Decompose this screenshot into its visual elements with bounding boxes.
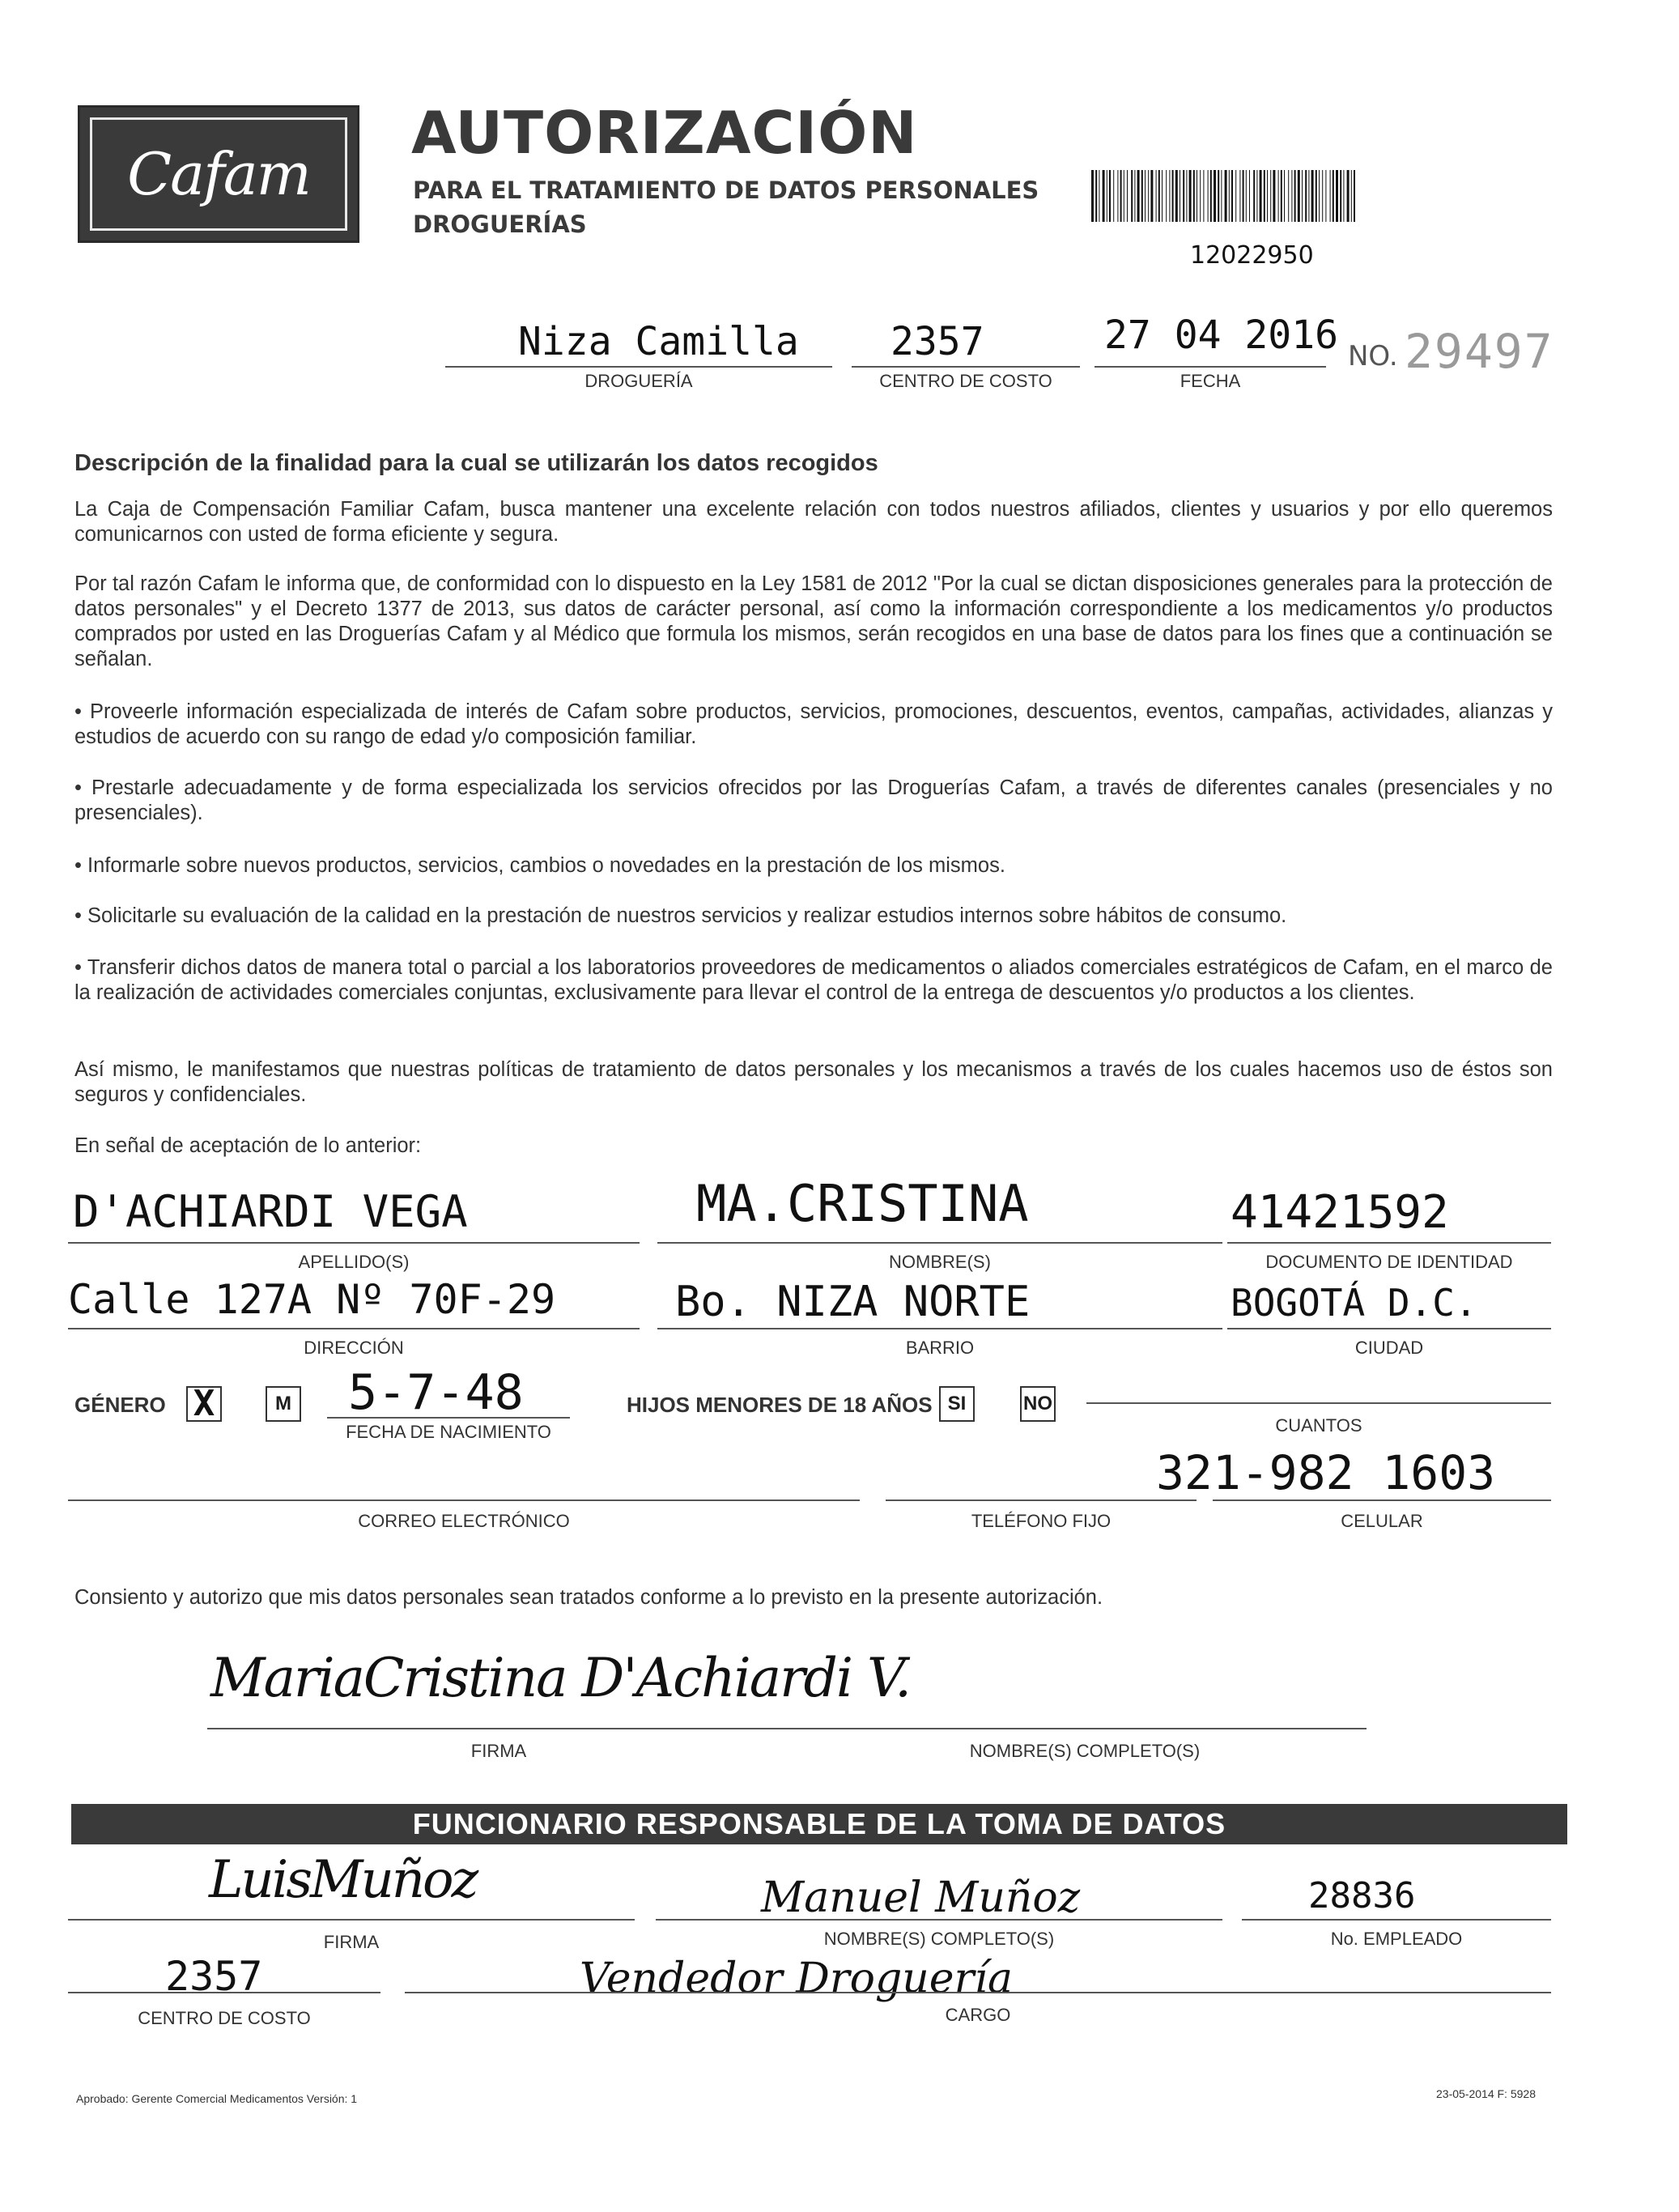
- cargo-label: CARGO: [945, 2005, 1011, 2025]
- official-centro-label: CENTRO DE COSTO: [138, 2008, 311, 2028]
- fecha-value: 27 04 2016: [1104, 313, 1338, 358]
- drogueria-label: DROGUERÍA: [584, 371, 693, 391]
- nacimiento-value: 5-7-48: [348, 1364, 524, 1421]
- barcode-bar: [1186, 170, 1187, 222]
- barcode-bar: [1208, 170, 1209, 222]
- empleado-line: [1242, 1919, 1551, 1921]
- official-firma-label: FIRMA: [323, 1932, 380, 1952]
- barcode-bar: [1347, 170, 1350, 222]
- documento-label: DOCUMENTO DE IDENTIDAD: [1265, 1252, 1513, 1272]
- barcode: [1090, 170, 1358, 222]
- cargo-value: Vendedor Droguería: [580, 1955, 1013, 2003]
- footer-version: 23-05-2014 F: 5928: [1436, 2087, 1536, 2100]
- barcode-bar: [1291, 170, 1292, 222]
- barcode-bar: [1172, 170, 1174, 222]
- barcode-bar: [1189, 170, 1192, 222]
- barcode-bar: [1249, 170, 1250, 222]
- barcode-bar: [1169, 170, 1170, 222]
- barcode-bar: [1336, 170, 1338, 222]
- barcode-bar: [1333, 170, 1334, 222]
- barcode-bar: [1141, 170, 1143, 222]
- barcode-bar: [1343, 170, 1344, 222]
- direccion-label: DIRECCIÓN: [304, 1338, 404, 1358]
- barcode-bar: [1229, 170, 1230, 222]
- barcode-bar: [1148, 170, 1149, 222]
- document-subtitle: PARA EL TRATAMIENTO DE DATOS PERSONALES: [413, 177, 1039, 204]
- form-number-value: 29497: [1405, 324, 1554, 379]
- genero-f-checkbox[interactable]: [186, 1383, 222, 1424]
- barcode-bar: [1221, 170, 1222, 222]
- barcode-bar: [1150, 170, 1153, 222]
- bullet-item: • Proveerle información especializada de interés de Cafam sobre productos, servicios, promociones, descuentos, eventos, campañas, actividades, alianzas y estudios de acuerdo con su rango de edad y/o composición familiar.: [74, 700, 1553, 748]
- nombre-line: [657, 1242, 1222, 1244]
- cafam-logo: [78, 105, 359, 243]
- fecha-line: [1095, 366, 1326, 368]
- barcode-bar: [1103, 170, 1105, 222]
- paragraph-law: Por tal razón Cafam le informa que, de conformidad con lo dispuesto en la Ley 1581 de 2012 "Por la cual se dictan disposiciones generales para la protección de datos personales" y el Decreto 1377 de 2013, sus datos de carácter personal, así como la información correspondiente a los medicamentos y/o productos comprados por usted en las Droguerías Cafam y al Médico que formula los mismos, serán recogidos en una base de datos para los fines que a continuación se señalan.: [74, 572, 1553, 670]
- barcode-bar: [1214, 170, 1216, 222]
- barcode-bar: [1340, 170, 1341, 222]
- barcode-bar: [1131, 170, 1133, 222]
- barcode-bar: [1322, 170, 1323, 222]
- celular-line: [1213, 1499, 1551, 1501]
- genero-m-checkbox[interactable]: M: [266, 1386, 301, 1422]
- hijos-label: HIJOS MENORES DE 18 AÑOS: [627, 1393, 933, 1417]
- centro-costo-value: 2357: [891, 319, 984, 364]
- direccion-value: Calle 127A Nº 70F-29: [68, 1276, 556, 1323]
- barcode-bar: [1200, 170, 1201, 222]
- cargo-line: [405, 1992, 1551, 1993]
- barrio-label: BARRIO: [905, 1338, 975, 1358]
- barrio-value: Bo. NIZA NORTE: [675, 1278, 1031, 1326]
- barcode-bar: [1256, 170, 1257, 222]
- nacimiento-label: FECHA DE NACIMIENTO: [346, 1422, 551, 1442]
- barcode-bar: [1319, 170, 1320, 222]
- footer-approval: Aprobado: Gerente Comercial Medicamentos Versión: 1: [76, 2092, 358, 2105]
- barcode-bar: [1253, 170, 1255, 222]
- celular-value: 321-982 1603: [1156, 1445, 1496, 1500]
- barcode-bar: [1218, 170, 1219, 222]
- empleado-value: 28836: [1308, 1875, 1416, 1916]
- barcode-bar: [1330, 170, 1331, 222]
- drogueria-value: Niza Camilla: [518, 319, 799, 364]
- signature-line: [207, 1728, 1367, 1729]
- official-banner: FUNCIONARIO RESPONSABLE DE LA TOMA DE DATOS: [71, 1804, 1567, 1844]
- barcode-bar: [1284, 170, 1285, 222]
- fecha-label: FECHA: [1180, 371, 1241, 391]
- barcode-bar: [1351, 170, 1352, 222]
- paragraph-intro: La Caja de Compensación Familiar Cafam, busca mantener una excelente relación con todos nuestros afiliados, clientes y usuarios y por ello queremos comunicarnos con usted de forma eficiente y segura.: [74, 498, 1553, 546]
- barcode-bar: [1243, 170, 1244, 222]
- acceptance-text: En señal de aceptación de lo anterior:: [74, 1134, 422, 1157]
- empleado-label: No. EMPLEADO: [1330, 1929, 1463, 1949]
- barcode-bar: [1175, 170, 1178, 222]
- apellidos-line: [68, 1242, 640, 1244]
- ciudad-value: BOGOTÁ D.C.: [1231, 1281, 1477, 1325]
- barcode-bar: [1270, 170, 1271, 222]
- centro-costo-label: CENTRO DE COSTO: [879, 371, 1052, 391]
- barcode-bar: [1145, 170, 1146, 222]
- firma-label: FIRMA: [470, 1741, 527, 1761]
- barcode-bar: [1260, 170, 1262, 222]
- barcode-bar: [1183, 170, 1184, 222]
- hijos-si-checkbox[interactable]: SI: [939, 1386, 975, 1422]
- official-nombre-value: Manuel Muñoz: [761, 1874, 1081, 1922]
- bullet-item: • Transferir dichos datos de manera total o parcial a los laboratorios proveedores de medicamentos o aliados comerciales estratégicos de Cafam, en el marco de la realización de actividades comerciales conjuntas, exclusivamente para llevar el control de la entrega de descuentos y/o productos a los clientes.: [74, 956, 1553, 1004]
- genero-f-mark: X: [193, 1383, 215, 1424]
- barcode-bar: [1193, 170, 1195, 222]
- direccion-line: [68, 1328, 640, 1329]
- barcode-bar: [1354, 170, 1355, 222]
- nombre-value: MA.CRISTINA: [696, 1174, 1029, 1233]
- celular-label: CELULAR: [1341, 1511, 1423, 1531]
- barcode-bar: [1302, 170, 1303, 222]
- barcode-bar: [1305, 170, 1307, 222]
- telefono-line: [886, 1499, 1197, 1501]
- barcode-bar: [1203, 170, 1204, 222]
- form-number-label: NO.: [1348, 340, 1398, 372]
- official-firma-line: [68, 1919, 635, 1921]
- barcode-bar: [1273, 170, 1275, 222]
- drogueria-line: [445, 366, 832, 368]
- cuantos-line: [1086, 1402, 1551, 1404]
- barcode-bar: [1166, 170, 1167, 222]
- paragraph-security: Así mismo, le manifestamos que nuestras políticas de tratamiento de datos personales y los mecanismos a través de los cuales hacemos uso de éstos son seguros y confidenciales.: [74, 1058, 1553, 1106]
- barcode-bar: [1278, 170, 1279, 222]
- barcode-bar: [1311, 170, 1314, 222]
- correo-label: CORREO ELECTRÓNICO: [358, 1511, 570, 1531]
- documento-line: [1227, 1242, 1551, 1244]
- document-subtitle-2: DROGUERÍAS: [413, 211, 587, 238]
- barcode-bar: [1267, 170, 1268, 222]
- barcode-bar: [1162, 170, 1163, 222]
- barcode-bar: [1210, 170, 1212, 222]
- barcode-bar: [1316, 170, 1317, 222]
- barcode-number: 12022950: [1190, 241, 1314, 270]
- barcode-bar: [1231, 170, 1233, 222]
- barcode-bar: [1109, 170, 1111, 222]
- cuantos-label: CUANTOS: [1275, 1415, 1362, 1436]
- barcode-bar: [1235, 170, 1236, 222]
- bullet-item: • Informarle sobre nuevos productos, servicios, cambios o novedades en la prestación de los mismos.: [74, 854, 1005, 877]
- barcode-bar: [1156, 170, 1157, 222]
- nacimiento-line: [327, 1417, 570, 1419]
- hijos-no-checkbox[interactable]: NO: [1020, 1386, 1056, 1422]
- client-signature: MariaCristina D'Achiardi V.: [210, 1647, 911, 1709]
- consent-text: Consiento y autorizo que mis datos personales sean tratados conforme a lo previsto en la presente autorización.: [74, 1586, 1103, 1609]
- telefono-label: TELÉFONO FIJO: [971, 1511, 1112, 1531]
- barcode-bar: [1325, 170, 1326, 222]
- barcode-bar: [1127, 170, 1128, 222]
- barcode-bar: [1294, 170, 1296, 222]
- barcode-bar: [1134, 170, 1135, 222]
- centro-costo-line: [852, 366, 1080, 368]
- bullet-item: • Prestarle adecuadamente y de forma especializada los servicios ofrecidos por las Droguerías Cafam, a través de diferentes canales (presenciales y no presenciales).: [74, 776, 1553, 824]
- barcode-bar: [1137, 170, 1140, 222]
- barcode-bar: [1239, 170, 1240, 222]
- official-nombre-line: [656, 1919, 1222, 1921]
- apellidos-label: APELLIDO(S): [298, 1252, 410, 1272]
- official-nombre-label: NOMBRE(S) COMPLETO(S): [823, 1929, 1055, 1949]
- logo-text: Cafam: [127, 140, 310, 208]
- barcode-bar: [1225, 170, 1227, 222]
- barcode-bar: [1308, 170, 1309, 222]
- ciudad-line: [1227, 1328, 1551, 1329]
- document-title: AUTORIZACIÓN: [411, 99, 918, 167]
- genero-label: GÉNERO: [74, 1393, 166, 1417]
- barcode-bar: [1264, 170, 1265, 222]
- official-centro-line: [68, 1992, 380, 1993]
- apellidos-value: D'ACHIARDI VEGA: [73, 1186, 468, 1237]
- section-heading: Descripción de la finalidad para la cual se utilizarán los datos recogidos: [74, 450, 878, 476]
- official-centro-value: 2357: [165, 1953, 263, 2000]
- barcode-bar: [1113, 170, 1114, 222]
- barcode-bar: [1298, 170, 1300, 222]
- barcode-bar: [1158, 170, 1160, 222]
- barcode-bar: [1120, 170, 1122, 222]
- barcode-bar: [1117, 170, 1118, 222]
- correo-line: [68, 1499, 860, 1501]
- barrio-line: [657, 1328, 1222, 1329]
- nombre-completo-label: NOMBRE(S) COMPLETO(S): [969, 1741, 1201, 1761]
- nombre-label: NOMBRE(S): [889, 1252, 991, 1272]
- barcode-bar: [1091, 170, 1094, 222]
- documento-value: 41421592: [1231, 1186, 1449, 1239]
- ciudad-label: CIUDAD: [1354, 1338, 1424, 1358]
- official-signature: LuisMuñoz: [209, 1850, 477, 1910]
- barcode-bar: [1281, 170, 1282, 222]
- barcode-bar: [1288, 170, 1289, 222]
- bullet-item: • Solicitarle su evaluación de la calidad en la prestación de nuestros servicios y realizar estudios internos sobre hábitos de consumo.: [74, 904, 1287, 927]
- barcode-bar: [1095, 170, 1097, 222]
- barcode-bar: [1246, 170, 1247, 222]
